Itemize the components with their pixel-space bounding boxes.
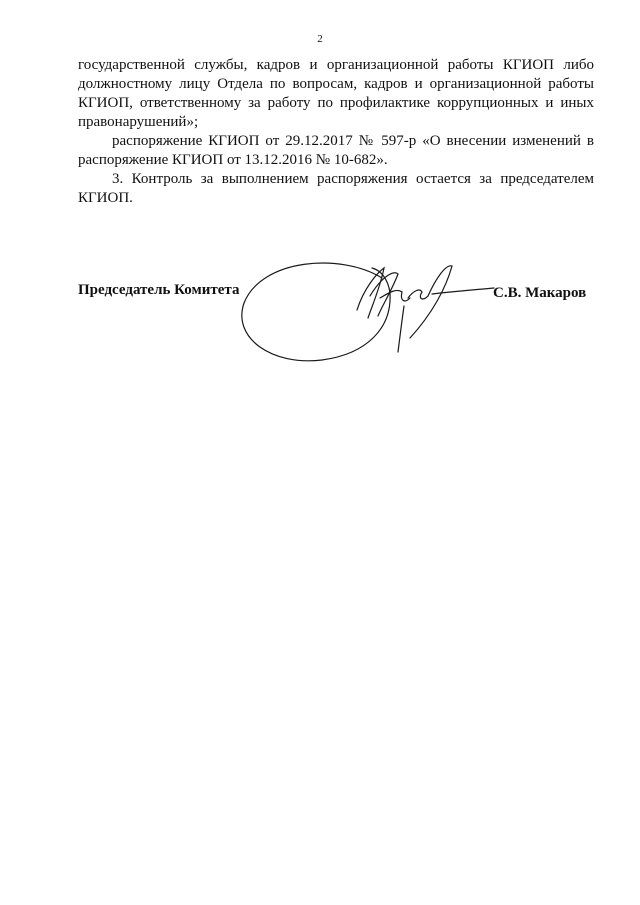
signatory-name: С.В. Макаров [493,285,587,301]
document-body [78,56,594,208]
handwritten-signature [232,248,502,378]
signatory-title: Председатель Комитета [78,282,240,298]
paragraph-control-clause: 3. Контроль за выполнением распоряжения остается за председателем КГИОП. [78,171,594,206]
page-number: 2 [317,33,323,45]
paragraph-order-reference: распоряжение КГИОП от 29.12.2017 № 597-р «О внесении изменений в распоряжение КГИОП от 13.12.2016 № 10-682». [78,133,594,168]
paragraph-continuation: государственной службы, кадров и организационной работы КГИОП либо должностному лицу Отдела по вопросам, кадров и организационной работы КГИОП, ответственному за работу по профилактике коррупционных и иных правонарушений»; [78,57,594,130]
